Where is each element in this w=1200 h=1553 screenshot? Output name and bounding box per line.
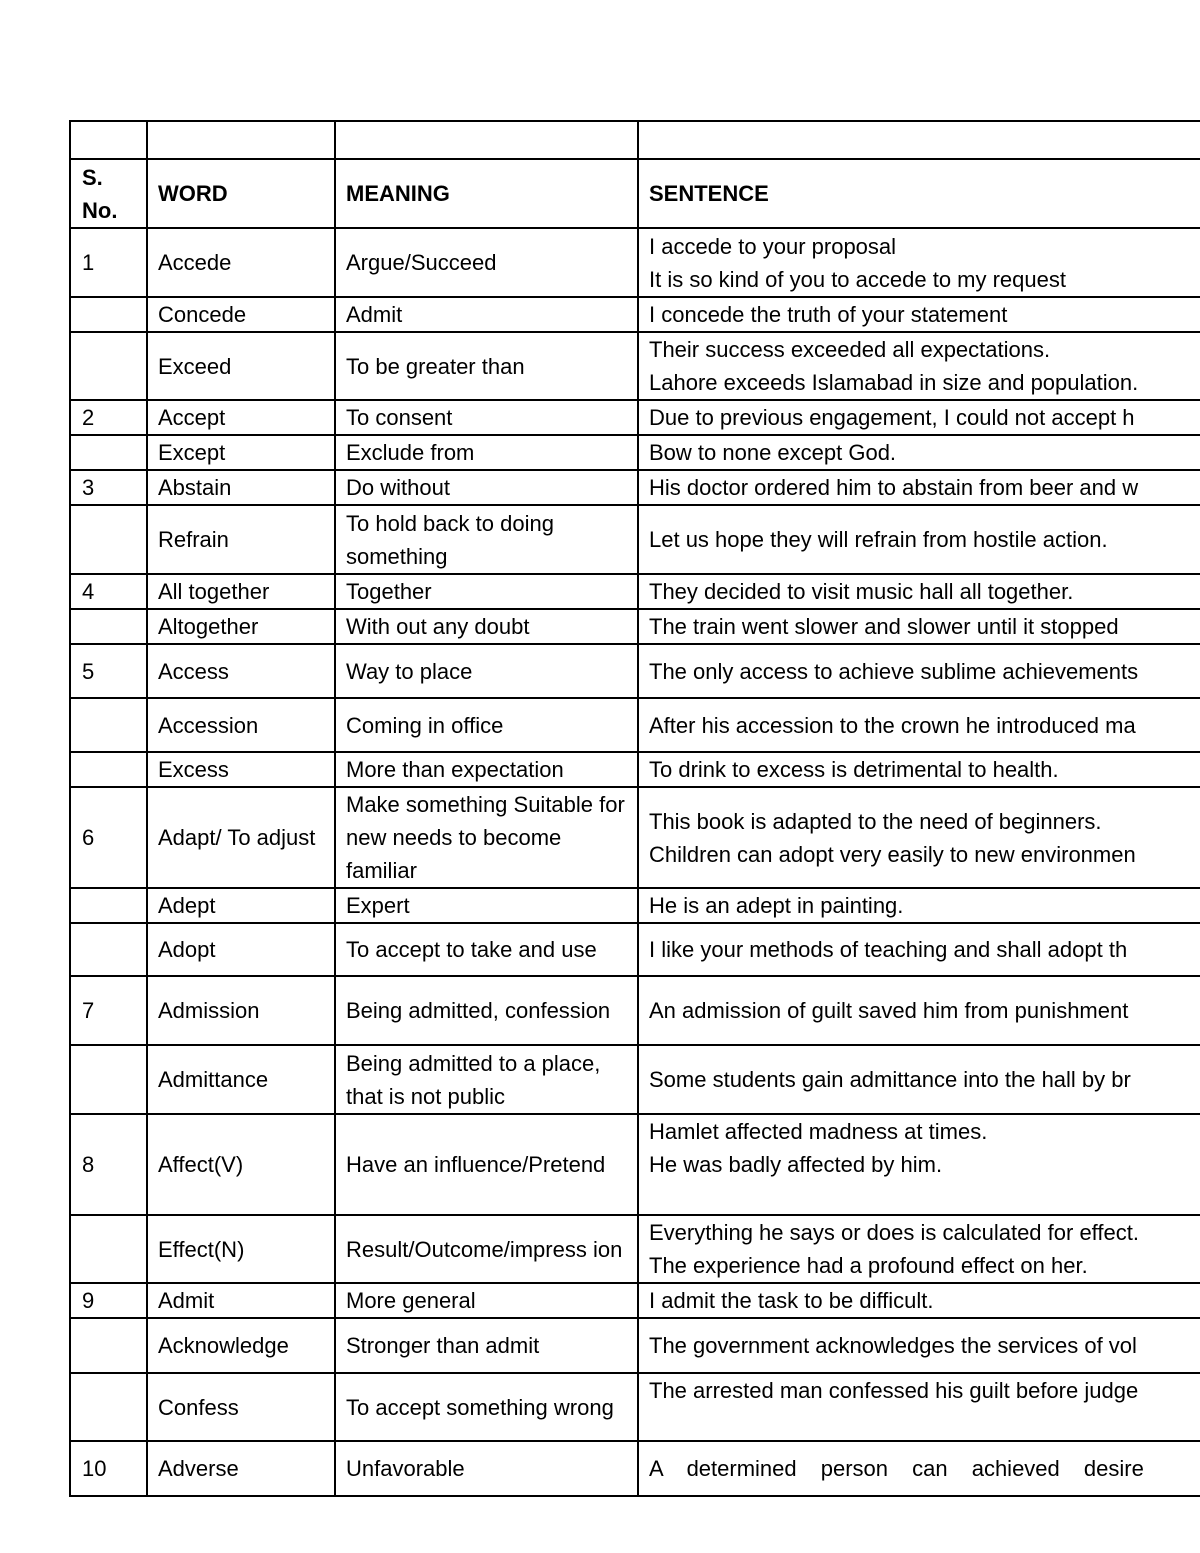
word-cell: Accede bbox=[147, 228, 335, 297]
word-cell: Admission bbox=[147, 976, 335, 1045]
meaning-cell: To hold back to doing something bbox=[335, 505, 638, 574]
word-cell: Adept bbox=[147, 888, 335, 923]
blank-cell bbox=[638, 121, 1200, 159]
header-word: WORD bbox=[147, 159, 335, 228]
row-number bbox=[70, 435, 147, 470]
header-meaning: MEANING bbox=[335, 159, 638, 228]
word-cell: Accession bbox=[147, 698, 335, 752]
table-row bbox=[70, 609, 1200, 644]
row-number bbox=[70, 1373, 147, 1441]
meaning-cell: Result/Outcome/impress ion bbox=[335, 1215, 638, 1283]
meaning-cell: Being admitted, confession bbox=[335, 976, 638, 1045]
meaning-cell: To consent bbox=[335, 400, 638, 435]
meaning-cell: Argue/Succeed bbox=[335, 228, 638, 297]
sentence-cell bbox=[638, 752, 1200, 787]
word-cell: Confess bbox=[147, 1373, 335, 1441]
sentence-cell bbox=[638, 297, 1200, 332]
word-cell: Excess bbox=[147, 752, 335, 787]
sentence-cell bbox=[638, 1114, 1200, 1215]
sentence-cell bbox=[638, 1215, 1200, 1283]
sentence-line: Let us hope they will refrain from hostile action. bbox=[649, 527, 1108, 552]
table-row bbox=[70, 400, 1200, 435]
sentence-line: The only access to achieve sublime achievements bbox=[649, 658, 1139, 684]
table-row bbox=[70, 297, 1200, 332]
meaning-cell: With out any doubt bbox=[335, 609, 638, 644]
row-number: 3 bbox=[70, 470, 147, 505]
sentence-line: Their success exceeded all expectations. bbox=[649, 337, 1051, 362]
sentence-line: The experience had a profound effect on her. bbox=[649, 1253, 1088, 1278]
sentence-cell bbox=[638, 1373, 1200, 1441]
table-row bbox=[70, 505, 1200, 574]
sentence-cell bbox=[638, 1318, 1200, 1373]
header-sno: S. No. bbox=[70, 159, 147, 228]
blank-cell bbox=[147, 121, 335, 159]
row-number bbox=[70, 923, 147, 976]
header-row bbox=[70, 159, 1200, 228]
meaning-cell: Together bbox=[335, 574, 638, 609]
sentence-cell bbox=[638, 888, 1200, 923]
table-row bbox=[70, 470, 1200, 505]
word-cell: Concede bbox=[147, 297, 335, 332]
word-cell: Affect(V) bbox=[147, 1114, 335, 1215]
table-row bbox=[70, 574, 1200, 609]
word-cell: Adapt/ To adjust bbox=[147, 787, 335, 888]
blank-row bbox=[70, 121, 1200, 159]
word-cell: Admittance bbox=[147, 1045, 335, 1114]
sentence-cell bbox=[638, 574, 1200, 609]
sentence-line: An admission of guilt saved him from punishment bbox=[649, 998, 1129, 1023]
word-cell: Acknowledge bbox=[147, 1318, 335, 1373]
sentence-cell bbox=[638, 1283, 1200, 1318]
sentence-line: I accede to your proposal bbox=[649, 233, 897, 259]
sentence-line: To drink to excess is detrimental to health. bbox=[649, 757, 1059, 782]
row-number: 8 bbox=[70, 1114, 147, 1215]
sentence-line: It is so kind of you to accede to my request bbox=[649, 266, 1066, 292]
sentence-cell bbox=[638, 470, 1200, 505]
table-row bbox=[70, 752, 1200, 787]
sentence-line: His doctor ordered him to abstain from beer and w bbox=[649, 475, 1139, 500]
sentence-line: The arrested man confessed his guilt before judge bbox=[649, 1378, 1139, 1403]
meaning-cell: Way to place bbox=[335, 644, 638, 698]
meaning-cell: Do without bbox=[335, 470, 638, 505]
row-number: 10 bbox=[70, 1441, 147, 1496]
sentence-cell bbox=[638, 505, 1200, 574]
sentence-line: After his accession to the crown he introduced ma bbox=[649, 712, 1136, 738]
table-row bbox=[70, 787, 1200, 888]
table-row bbox=[70, 976, 1200, 1045]
sentence-line: A determined person can achieved desire bbox=[649, 1456, 1144, 1481]
table-row bbox=[70, 1373, 1200, 1441]
table-row bbox=[70, 1283, 1200, 1318]
word-cell: Admit bbox=[147, 1283, 335, 1318]
sentence-cell bbox=[638, 435, 1200, 470]
header-sentence: SENTENCE bbox=[638, 159, 1200, 228]
meaning-cell: Unfavorable bbox=[335, 1441, 638, 1496]
sentence-line: They decided to visit music hall all together. bbox=[649, 579, 1074, 604]
table-row bbox=[70, 1441, 1200, 1496]
sentence-cell bbox=[638, 644, 1200, 698]
sentence-line: Everything he says or does is calculated for effect. bbox=[649, 1220, 1139, 1245]
sentence-line: I concede the truth of your statement bbox=[649, 302, 1008, 327]
word-cell: Except bbox=[147, 435, 335, 470]
word-cell: Refrain bbox=[147, 505, 335, 574]
blank-cell bbox=[335, 121, 638, 159]
sentence-line: The government acknowledges the services of vol bbox=[649, 1333, 1137, 1358]
meaning-cell: Admit bbox=[335, 297, 638, 332]
table-row bbox=[70, 1045, 1200, 1114]
sentence-line: Due to previous engagement, I could not accept h bbox=[649, 405, 1135, 430]
row-number bbox=[70, 1045, 147, 1114]
sentence-cell bbox=[638, 923, 1200, 976]
sentence-line: This book is adapted to the need of beginners. bbox=[649, 808, 1102, 834]
sentence-line: Lahore exceeds Islamabad in size and population. bbox=[649, 370, 1139, 395]
meaning-cell: Make something Suitable for new needs to become familiar bbox=[335, 787, 638, 888]
row-number bbox=[70, 1215, 147, 1283]
meaning-cell: More than expectation bbox=[335, 752, 638, 787]
word-cell: Abstain bbox=[147, 470, 335, 505]
table-row bbox=[70, 698, 1200, 752]
meaning-cell: More general bbox=[335, 1283, 638, 1318]
sentence-cell bbox=[638, 1441, 1200, 1496]
meaning-cell: To accept something wrong bbox=[335, 1373, 638, 1441]
word-cell: Access bbox=[147, 644, 335, 698]
sentence-cell bbox=[638, 609, 1200, 644]
word-cell: Adopt bbox=[147, 923, 335, 976]
meaning-cell: To be greater than bbox=[335, 332, 638, 400]
sentence-line: I like your methods of teaching and shall adopt th bbox=[649, 937, 1128, 962]
sentence-line: I admit the task to be difficult. bbox=[649, 1288, 934, 1313]
sentence-cell bbox=[638, 400, 1200, 435]
word-cell: Accept bbox=[147, 400, 335, 435]
row-number bbox=[70, 698, 147, 752]
table-row bbox=[70, 332, 1200, 400]
sentence-line: Children can adopt very easily to new environmen bbox=[649, 841, 1136, 867]
row-number: 5 bbox=[70, 644, 147, 698]
meaning-cell: To accept to take and use bbox=[335, 923, 638, 976]
sentence-line: Some students gain admittance into the hall by br bbox=[649, 1067, 1131, 1092]
word-cell: Exceed bbox=[147, 332, 335, 400]
table-row bbox=[70, 888, 1200, 923]
sentence-line: Hamlet affected madness at times. bbox=[649, 1119, 988, 1144]
meaning-cell: Expert bbox=[335, 888, 638, 923]
sentence-cell bbox=[638, 698, 1200, 752]
row-number bbox=[70, 752, 147, 787]
table-row bbox=[70, 1215, 1200, 1283]
row-number bbox=[70, 888, 147, 923]
sentence-cell bbox=[638, 228, 1200, 297]
row-number: 6 bbox=[70, 787, 147, 888]
word-cell: Effect(N) bbox=[147, 1215, 335, 1283]
row-number: 2 bbox=[70, 400, 147, 435]
table-row bbox=[70, 923, 1200, 976]
row-number bbox=[70, 297, 147, 332]
meaning-cell: Have an influence/Pretend bbox=[335, 1114, 638, 1215]
row-number bbox=[70, 505, 147, 574]
table-row bbox=[70, 1114, 1200, 1215]
row-number: 1 bbox=[70, 228, 147, 297]
row-number bbox=[70, 1318, 147, 1373]
sentence-line: Bow to none except God. bbox=[649, 440, 897, 465]
row-number: 4 bbox=[70, 574, 147, 609]
sentence-line: The train went slower and slower until it stopped bbox=[649, 614, 1119, 639]
meaning-cell: Coming in office bbox=[335, 698, 638, 752]
row-number: 7 bbox=[70, 976, 147, 1045]
row-number: 9 bbox=[70, 1283, 147, 1318]
meaning-cell: Exclude from bbox=[335, 435, 638, 470]
meaning-cell: Being admitted to a place, that is not public bbox=[335, 1045, 638, 1114]
row-number bbox=[70, 609, 147, 644]
sentence-line: He is an adept in painting. bbox=[649, 893, 904, 918]
sentence-cell bbox=[638, 787, 1200, 888]
word-cell: Adverse bbox=[147, 1441, 335, 1496]
meaning-cell: Stronger than admit bbox=[335, 1318, 638, 1373]
sentence-cell bbox=[638, 332, 1200, 400]
row-number bbox=[70, 332, 147, 400]
blank-cell bbox=[70, 121, 147, 159]
table-row bbox=[70, 1318, 1200, 1373]
word-cell: Altogether bbox=[147, 609, 335, 644]
sentence-cell bbox=[638, 976, 1200, 1045]
table-row bbox=[70, 644, 1200, 698]
table-row bbox=[70, 435, 1200, 470]
word-cell: All together bbox=[147, 574, 335, 609]
sentence-line: He was badly affected by him. bbox=[649, 1152, 943, 1177]
vocabulary-table bbox=[69, 120, 1200, 1497]
table-row bbox=[70, 228, 1200, 297]
sentence-cell bbox=[638, 1045, 1200, 1114]
